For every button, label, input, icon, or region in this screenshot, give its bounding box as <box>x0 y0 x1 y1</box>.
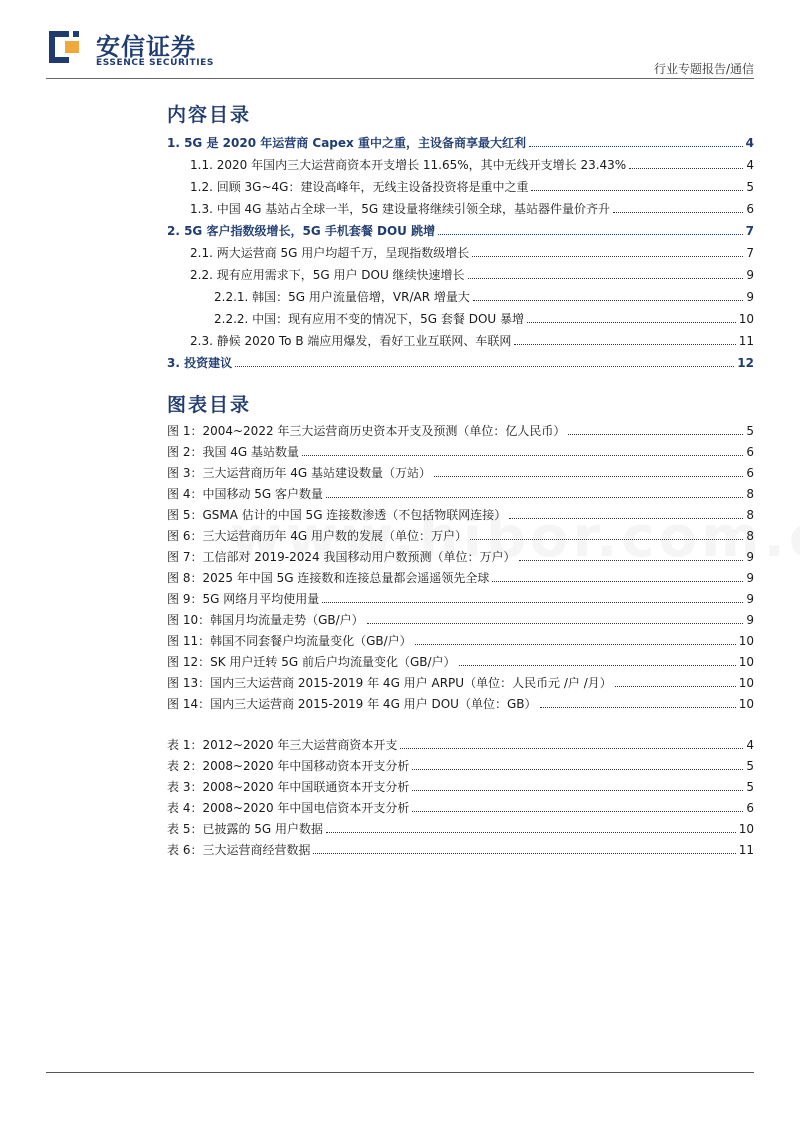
toc-entry-page: 12 <box>737 356 754 370</box>
figure-entry-page: 6 <box>746 445 754 459</box>
table-entry[interactable] <box>167 816 754 836</box>
figure-entry[interactable] <box>167 418 754 438</box>
leader-dots <box>509 518 743 519</box>
toc-entry-text: 2.2.2. 中国：现有应用不变的情况下，5G 套餐 DOU 暴增 <box>214 312 525 326</box>
figure-entry-text: 图 2：我国 4G 基站数量 <box>167 445 300 459</box>
figure-entry-page: 8 <box>746 529 754 543</box>
toc-entry-text: 2.1. 两大运营商 5G 用户均超千万，呈现指数级增长 <box>190 246 470 260</box>
toc-entry[interactable] <box>214 282 754 304</box>
table-entry[interactable] <box>167 753 754 773</box>
toc-entry[interactable] <box>190 260 754 282</box>
leader-dots <box>326 832 736 833</box>
leader-dots <box>302 455 743 456</box>
leader-dots <box>568 434 743 435</box>
table-entry-page: 11 <box>738 843 754 857</box>
table-entry-page: 6 <box>746 801 754 815</box>
company-logo-icon <box>47 27 81 67</box>
table-entry-text: 表 4：2008~2020 年中国电信资本开支分析 <box>167 801 410 815</box>
toc-entry-page: 11 <box>738 334 754 348</box>
table-entry[interactable] <box>167 732 754 752</box>
figure-entry-text: 图 9：5G 网络月平均使用量 <box>167 592 320 606</box>
leader-dots <box>468 278 744 279</box>
table-entry[interactable] <box>167 837 754 857</box>
figure-entry-page: 10 <box>738 655 754 669</box>
table-entry-page: 5 <box>746 759 754 773</box>
figure-entry-text: 图 13：国内三大运营商 2015-2019 年 4G 用户 ARPU（单位：人民币元 /户 /月） <box>167 676 612 690</box>
figure-entry-text: 图 10：韩国月均流量走势（GB/户） <box>167 613 364 627</box>
leader-dots <box>629 168 743 169</box>
toc-entry[interactable] <box>190 194 754 216</box>
footer-divider <box>46 1072 754 1073</box>
figure-entry-page: 9 <box>746 613 754 627</box>
leader-dots <box>367 623 744 624</box>
leader-dots <box>322 602 743 603</box>
leader-dots <box>459 665 736 666</box>
leader-dots <box>235 366 734 367</box>
toc-entry[interactable] <box>190 172 754 194</box>
toc-entry[interactable] <box>190 326 754 348</box>
toc-entry-text: 3. 投资建议 <box>167 356 233 370</box>
toc-entry-page: 7 <box>746 246 754 260</box>
report-type: 行业专题报告/通信 <box>653 62 754 76</box>
figure-entry[interactable] <box>167 565 754 585</box>
table-entry-page: 10 <box>738 822 754 836</box>
figure-entry[interactable] <box>167 691 754 711</box>
leader-dots <box>470 539 743 540</box>
toc-entry[interactable] <box>190 238 754 260</box>
toc-entry-page: 9 <box>746 290 754 304</box>
toc-entry-page: 9 <box>746 268 754 282</box>
leader-dots <box>514 344 735 345</box>
header-divider <box>46 78 754 79</box>
toc-entry[interactable] <box>167 348 754 370</box>
toc-entry-text: 1.3. 中国 4G 基站占全球一半，5G 建设量将继续引领全球，基站器件量价齐升 <box>190 202 611 216</box>
figure-entry-text: 图 6：三大运营商历年 4G 用户数的发展（单位：万户） <box>167 529 468 543</box>
table-entry[interactable] <box>167 774 754 794</box>
toc-entry[interactable] <box>214 304 754 326</box>
leader-dots <box>415 644 736 645</box>
figure-entry-page: 10 <box>738 634 754 648</box>
figure-entry[interactable] <box>167 670 754 690</box>
figure-entry-page: 6 <box>746 466 754 480</box>
toc-entry[interactable] <box>167 216 754 238</box>
figure-entry-page: 9 <box>746 592 754 606</box>
figure-entry[interactable] <box>167 649 754 669</box>
toc-title: 内容目录 <box>167 104 252 126</box>
figure-entry-text: 图 8：2025 年中国 5G 连接数和连接总量都会遥遥领先全球 <box>167 571 490 585</box>
table-entry-text: 表 1：2012~2020 年三大运营商资本开支 <box>167 738 398 752</box>
leader-dots <box>615 686 736 687</box>
table-entry-text: 表 3：2008~2020 年中国联通资本开支分析 <box>167 780 410 794</box>
figure-entry-page: 8 <box>746 508 754 522</box>
toc-entry-text: 1.2. 回顾 3G~4G：建设高峰年，无线主设备投资将是重中之重 <box>190 180 529 194</box>
leader-dots <box>527 322 736 323</box>
leader-dots <box>613 212 743 213</box>
figure-entry-page: 9 <box>746 550 754 564</box>
figures-title: 图表目录 <box>167 394 252 416</box>
leader-dots <box>400 748 743 749</box>
toc-entry-page: 4 <box>746 158 754 172</box>
toc-entry-text: 1.1. 2020 年国内三大运营商资本开支增长 11.65%，其中无线开支增长 23.43% <box>190 158 627 172</box>
toc-entry-page: 6 <box>746 202 754 216</box>
figure-entry-text: 图 1：2004~2022 年三大运营商历史资本开支及预测（单位：亿人民币） <box>167 424 566 438</box>
figure-entry[interactable] <box>167 502 754 522</box>
figure-entry-page: 9 <box>746 571 754 585</box>
figure-entry[interactable] <box>167 544 754 564</box>
leader-dots <box>492 581 743 582</box>
figure-entry[interactable] <box>167 481 754 501</box>
figure-entry-page: 8 <box>746 487 754 501</box>
table-entry-page: 4 <box>746 738 754 752</box>
figure-entry-page: 10 <box>738 697 754 711</box>
leader-dots <box>472 256 743 257</box>
leader-dots <box>326 497 743 498</box>
toc-entry-text: 1. 5G 是 2020 年运营商 Capex 重中之重，主设备商享最大红利 <box>167 136 526 150</box>
table-entry-page: 5 <box>746 780 754 794</box>
figure-entry[interactable] <box>167 628 754 648</box>
figure-entry-text: 图 12：SK 用户迁转 5G 前后户均流量变化（GB/户） <box>167 655 456 669</box>
toc-entry-text: 2. 5G 客户指数级增长，5G 手机套餐 DOU 跳增 <box>167 224 436 238</box>
figure-entry-text: 图 3：三大运营商历年 4G 基站建设数量（万站） <box>167 466 432 480</box>
company-name-en: ESSENCE SECURITIES <box>96 58 215 68</box>
leader-dots <box>412 769 743 770</box>
company-name-cn: 安信证券 <box>96 33 196 61</box>
figure-entry-page: 5 <box>746 424 754 438</box>
table-entry-text: 表 5：已披露的 5G 用户数据 <box>167 822 324 836</box>
toc-entry[interactable] <box>190 150 754 172</box>
leader-dots <box>412 790 743 791</box>
table-entry-text: 表 6：三大运营商经营数据 <box>167 843 311 857</box>
table-entry-text: 表 2：2008~2020 年中国移动资本开支分析 <box>167 759 410 773</box>
page-header <box>0 0 800 80</box>
figure-entry-text: 图 4：中国移动 5G 客户数量 <box>167 487 324 501</box>
leader-dots <box>531 190 743 191</box>
figure-entry[interactable] <box>167 607 754 627</box>
toc-entry[interactable] <box>167 128 754 150</box>
figure-entry-text: 图 11：韩国不同套餐户均流量变化（GB/户） <box>167 634 412 648</box>
toc-entry-page: 4 <box>745 136 754 150</box>
toc-entry-page: 7 <box>745 224 754 238</box>
leader-dots <box>529 146 743 147</box>
toc-entry-page: 10 <box>738 312 754 326</box>
figure-entry[interactable] <box>167 523 754 543</box>
leader-dots <box>438 234 743 235</box>
leader-dots <box>434 476 743 477</box>
figure-entry[interactable] <box>167 439 754 459</box>
figure-entry-text: 图 14：国内三大运营商 2015-2019 年 4G 用户 DOU（单位：GB） <box>167 697 537 711</box>
table-entry[interactable] <box>167 795 754 815</box>
figure-entry-text: 图 7：工信部对 2019-2024 我国移动用户数预测（单位：万户） <box>167 550 516 564</box>
toc-entry-text: 2.2.1. 韩国：5G 用户流量倍增，VR/AR 增量大 <box>214 290 470 304</box>
figure-entry[interactable] <box>167 460 754 480</box>
leader-dots <box>473 300 743 301</box>
figure-entry-text: 图 5：GSMA 估计的中国 5G 连接数渗透（不包括物联网连接） <box>167 508 507 522</box>
leader-dots <box>412 811 743 812</box>
leader-dots <box>540 707 736 708</box>
figure-entry[interactable] <box>167 586 754 606</box>
toc-entry-page: 5 <box>746 180 754 194</box>
toc-entry-text: 2.3. 静候 2020 To B 端应用爆发，看好工业互联网、车联网 <box>190 334 512 348</box>
leader-dots <box>519 560 744 561</box>
leader-dots <box>313 853 735 854</box>
toc-entry-text: 2.2. 现有应用需求下，5G 用户 DOU 继续快速增长 <box>190 268 465 282</box>
figure-entry-page: 10 <box>738 676 754 690</box>
